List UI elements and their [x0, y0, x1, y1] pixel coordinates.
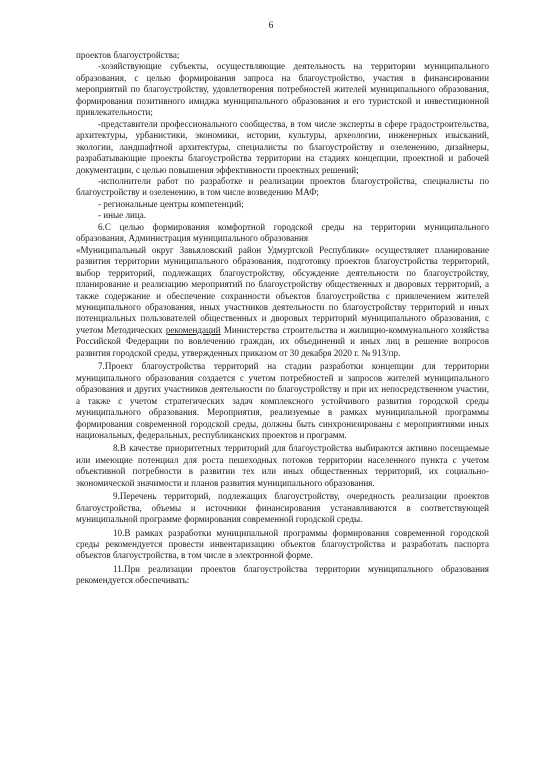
- paragraph-business-entities: -хозяйствующие субъекты, осуществляющие деятельность на территории муниципального образования, с целью формирования запроса на благоустройство, участия в финансировании мероприятий по благоустройству, удовлетворения потребностей жителей муниципального образования, формирования позитивного имиджа муниципального образования и его туристской и инвестиционной привлекательности;: [76, 61, 489, 118]
- paragraph-item-6-body: [76, 245, 489, 360]
- paragraph-contractors: -исполнители работ по разработке и реализации проектов благоустройства, специалисты по благоустройству и озеленению, в том числе возведению МАФ;: [76, 175, 489, 198]
- paragraph-item-11: 11.При реализации проектов благоустройства территории муниципального образования рекомендуется обеспечивать:: [76, 563, 489, 586]
- paragraph-item-8: 8.В качестве приоритетных территорий для благоустройства выбираются активно посещаемые или имеющие потенциал для роста пешеходных потоков территории населенного пункта с учетом объективной потребности в развитии тех или иных общественных территорий, их социально-экономической значимости и планов развития муниципального образования.: [76, 443, 489, 488]
- paragraph-item-9: 9.Перечень территорий, подлежащих благоустройству, очередность реализации проектов благоустройства, объемы и источники финансирования устанавливаются в соответствующей муниципальной программе формирования современной городской среды.: [76, 491, 489, 525]
- item-6-text-part-2: Министерства строительства и жилищно-коммунального хозяйства Российской Федерации по вовлечению граждан, их объединений и иных лиц в решение вопросов развития городской среды, утвержденных приказом от 30 декабря 2020 г. № 913/пр.: [76, 324, 489, 358]
- paragraph-regional-centers: - региональные центры компетенций;: [98, 198, 244, 209]
- item-6-text-part-1: «Муниципальный округ Завьяловский район Удмуртской Республики» осуществляет планирование развития территории муниципального образования, подготовку проектов благоустройства территорий, выбор территорий, подлежащих благоустройству, обсуждение деятельности по благоустройству, планирование и реализацию мероприятий по благоустройству общественных и дворовых территорий, а также содержание и обеспечение сохранности объектов благоустройства с привлечением жителей муниципального образования, иных участников деятельности по благоустройству территорий и иных потенциальных пользователей общественных и дворовых территорий муниципального образования, с учетом Методических: [76, 244, 489, 335]
- paragraph-item-10: 10.В рамках разработки муниципальной программы формирования современной городской среды рекомендуется провести инвентаризацию объектов благоустройства и разработать паспорта объектов благоустройства, в том числе в электронной форме.: [76, 527, 489, 561]
- document-body: [76, 50, 489, 587]
- paragraph-professional-community: -представители профессионального сообщества, в том числе эксперты в сфере градостроительства, архитектуры, урбанистики, экономики, истории, культуры, археологии, инженерных изысканий, экологии, ландшафтной архитектуры, специалисты по благоустройству и озеленению, дизайнеры, разрабатывающие проекты благоустройства территории на стадиях концепции, проектной и рабочей документации, с целью повышения эффективности проектных решений;: [76, 118, 489, 175]
- paragraph-item-7: 7.Проект благоустройства территорий на стадии разработки концепции для территории муниципального образования создается с учетом потребностей и запросов жителей муниципального образования и других участников деятельности по благоустройству и при их непосредственном участии, а также с учетом стратегических задач комплексного устойчивого развития городской среды муниципального образования. Мероприятия, реализуемые в рамках муниципальной программы формирования современной городской среды, должны быть синхронизированы с мероприятиями иных национальных, федеральных, республиканских проектов и программ.: [76, 361, 489, 440]
- item-6-underlined-word: рекомендаций: [165, 324, 221, 335]
- paragraph-continuation: проектов благоустройства;: [76, 50, 180, 60]
- page-number: 6: [268, 21, 274, 31]
- paragraph-item-6-intro: 6.С целью формирования комфортной городской среды на территории муниципального образования, Администрация муниципального образования: [76, 221, 489, 244]
- paragraph-other-persons: - иные лица.: [98, 210, 147, 221]
